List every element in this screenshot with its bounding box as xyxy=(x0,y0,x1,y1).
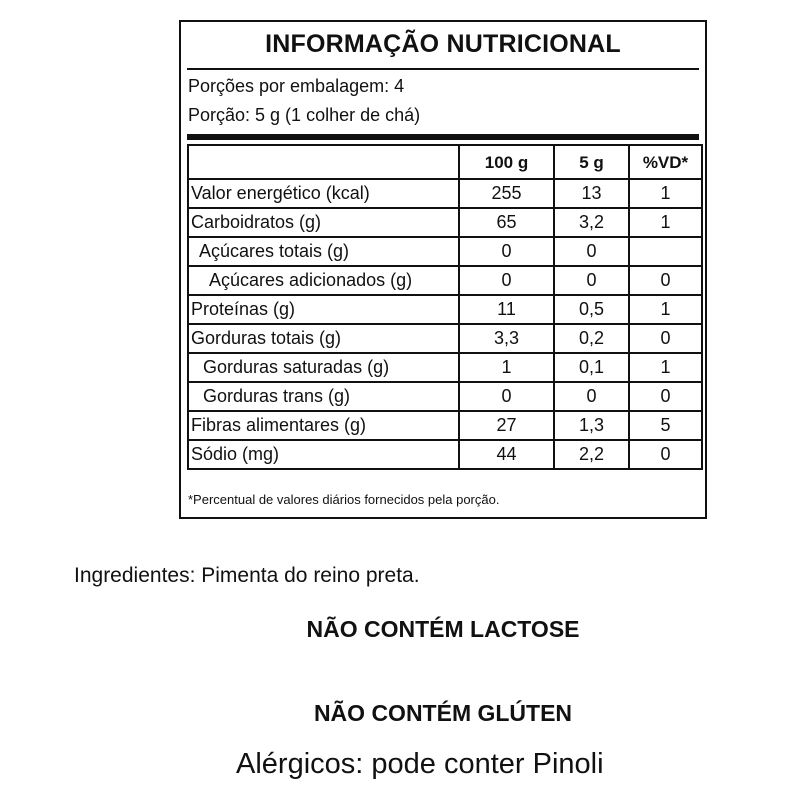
table-row xyxy=(188,324,702,353)
value-100g: 0 xyxy=(459,237,554,266)
nutrition-facts-label xyxy=(179,20,707,519)
value-vd: 1 xyxy=(629,179,702,208)
value-vd: 0 xyxy=(629,382,702,411)
value-vd: 0 xyxy=(629,440,702,469)
table-row xyxy=(188,295,702,324)
value-vd: 1 xyxy=(629,295,702,324)
value-5g: 0,2 xyxy=(554,324,629,353)
value-vd: 1 xyxy=(629,353,702,382)
table-header-row xyxy=(188,145,702,179)
nutrition-table xyxy=(187,144,703,470)
title-divider xyxy=(187,68,699,70)
column-header-vd: %VD* xyxy=(629,145,702,179)
footnote: *Percentual de valores diários fornecidos pela porção. xyxy=(188,492,500,507)
value-100g: 27 xyxy=(459,411,554,440)
ingredients-text: Ingredientes: Pimenta do reino preta. xyxy=(74,564,420,587)
value-100g: 0 xyxy=(459,382,554,411)
nutrient-name: Açúcares adicionados (g) xyxy=(188,266,459,295)
gluten-free-notice: NÃO CONTÉM GLÚTEN xyxy=(313,700,573,726)
value-vd: 5 xyxy=(629,411,702,440)
servings-per-package: Porções por embalagem: 4 xyxy=(188,76,405,96)
nutrient-name: Fibras alimentares (g) xyxy=(188,411,459,440)
table-row xyxy=(188,353,702,382)
allergens-notice: Alérgicos: pode conter Pinoli xyxy=(236,748,604,780)
lactose-free-notice: NÃO CONTÉM LACTOSE xyxy=(306,616,580,642)
value-100g: 65 xyxy=(459,208,554,237)
nutrient-name: Valor energético (kcal) xyxy=(188,179,459,208)
value-5g: 1,3 xyxy=(554,411,629,440)
value-5g: 2,2 xyxy=(554,440,629,469)
value-100g: 255 xyxy=(459,179,554,208)
table-row xyxy=(188,179,702,208)
nutrient-name: Proteínas (g) xyxy=(188,295,459,324)
value-100g: 1 xyxy=(459,353,554,382)
value-5g: 0 xyxy=(554,237,629,266)
nutrient-name: Gorduras totais (g) xyxy=(188,324,459,353)
value-5g: 0 xyxy=(554,382,629,411)
value-vd xyxy=(629,237,702,266)
value-5g: 13 xyxy=(554,179,629,208)
table-row xyxy=(188,208,702,237)
value-5g: 0,5 xyxy=(554,295,629,324)
value-100g: 3,3 xyxy=(459,324,554,353)
serving-size: Porção: 5 g (1 colher de chá) xyxy=(188,105,421,125)
column-header-100g: 100 g xyxy=(459,145,554,179)
nutrient-name: Gorduras trans (g) xyxy=(188,382,459,411)
value-vd: 0 xyxy=(629,324,702,353)
value-100g: 0 xyxy=(459,266,554,295)
value-100g: 11 xyxy=(459,295,554,324)
column-header-5g: 5 g xyxy=(554,145,629,179)
value-vd: 0 xyxy=(629,266,702,295)
value-vd: 1 xyxy=(629,208,702,237)
label-title: INFORMAÇÃO NUTRICIONAL xyxy=(265,30,621,58)
table-row xyxy=(188,237,702,266)
value-100g: 44 xyxy=(459,440,554,469)
value-5g: 3,2 xyxy=(554,208,629,237)
value-5g: 0,1 xyxy=(554,353,629,382)
nutrient-name: Carboidratos (g) xyxy=(188,208,459,237)
table-row xyxy=(188,440,702,469)
thick-divider xyxy=(187,134,699,140)
value-5g: 0 xyxy=(554,266,629,295)
table-row xyxy=(188,382,702,411)
nutrient-name: Sódio (mg) xyxy=(188,440,459,469)
table-row xyxy=(188,411,702,440)
table-row xyxy=(188,266,702,295)
nutrient-name: Gorduras saturadas (g) xyxy=(188,353,459,382)
nutrient-name: Açúcares totais (g) xyxy=(188,237,459,266)
header-blank-cell xyxy=(188,145,459,179)
